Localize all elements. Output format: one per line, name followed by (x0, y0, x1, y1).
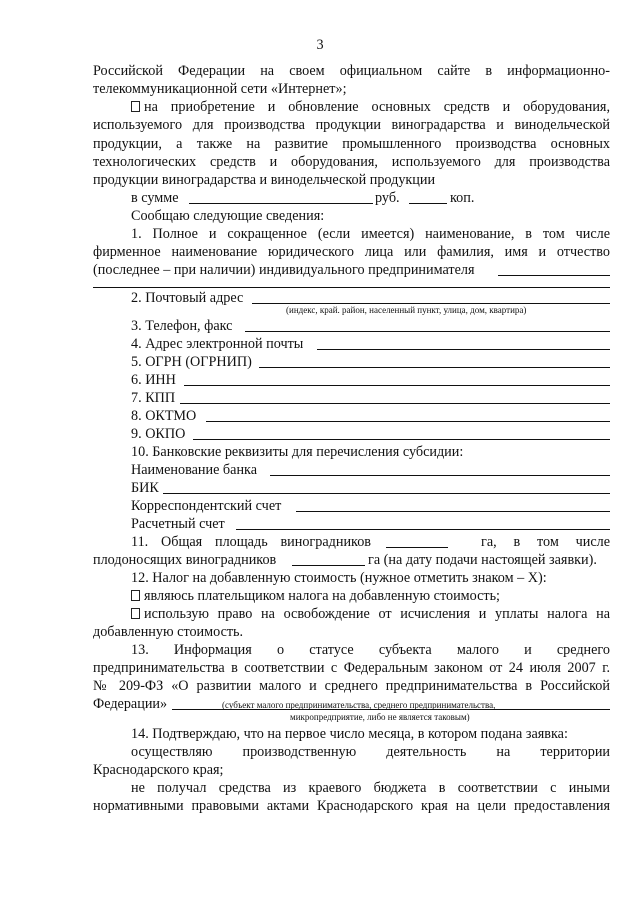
corr-account-label: Корреспондентский счет (131, 498, 282, 514)
paragraph-line: используемого для производства продукции виноградарства и винодельческой (93, 117, 610, 133)
kop-label: коп. (450, 190, 475, 206)
vineyard-area-unit: га, в том числе (481, 534, 610, 550)
oktmo-label: 8. ОКТМО (131, 408, 197, 424)
checkbox-icon[interactable] (131, 101, 140, 112)
vat-title: 12. Налог на добавленную стоимость (нужное отметить знаком – Х): (131, 570, 547, 586)
vat-option-exempt-cont: добавленную стоимость. (93, 624, 244, 640)
email-field[interactable] (317, 349, 610, 350)
vat-option-exempt (131, 605, 610, 623)
phone-fax-field[interactable] (245, 331, 610, 332)
paragraph-line: продукции виноградарства и винодельческой продукции (93, 172, 436, 188)
fruiting-area-label: плодоносящих виноградников (93, 552, 277, 568)
corr-account-field[interactable] (296, 511, 610, 512)
paragraph-text: на приобретение и обновление основных средств и оборудования, (144, 99, 610, 115)
vineyard-area-label: 11. Общая площадь виноградников (131, 534, 371, 550)
item13-line: 13. Информация о статусе субъекта малого и среднего (131, 642, 610, 658)
bank-name-label: Наименование банка (131, 462, 258, 478)
fruiting-area-unit: га (на дату подачи настоящей заявки). (368, 552, 597, 568)
bank-name-field[interactable] (270, 475, 610, 476)
vat-option-text: использую право на освобождение от исчисления и уплаты налога на (144, 606, 610, 622)
checkbox-option-equipment (131, 98, 610, 116)
bik-label: БИК (131, 480, 159, 496)
paragraph-line: телекоммуникационной сети «Интернет»; (93, 81, 347, 97)
okpo-label: 9. ОКПО (131, 426, 186, 442)
kpp-field[interactable] (180, 403, 610, 404)
vineyard-area-field[interactable] (386, 547, 448, 548)
phone-fax-label: 3. Телефон, факс (131, 318, 233, 334)
oktmo-field[interactable] (206, 421, 610, 422)
checkbox-icon[interactable] (131, 590, 140, 601)
sum-label: в сумме (131, 190, 179, 206)
ogrn-label: 5. ОГРН (ОГРНИП) (131, 354, 252, 370)
entity-name-field[interactable] (498, 275, 610, 276)
fruiting-area-field[interactable] (292, 565, 365, 566)
kpp-label: 7. КПП (131, 390, 176, 406)
item1-line: 1. Полное и сокращенное (если имеется) наименование, в том числе (131, 226, 610, 242)
item14-line: Краснодарского края; (93, 762, 224, 778)
vat-option-payer (131, 587, 500, 605)
checkbox-icon[interactable] (131, 608, 140, 619)
settlement-account-label: Расчетный счет (131, 516, 225, 532)
item1-line: фирменное наименование юридического лица или фамилия, имя и отчество (93, 244, 610, 260)
email-label: 4. Адрес электронной почты (131, 336, 304, 352)
rub-label: руб. (375, 190, 400, 206)
item1-line: (последнее – при наличии) индивидуального предпринимателя (93, 262, 475, 278)
item13-line: предпринимательства в соответствии с Федеральным законом от 24 июля 2007 г. (93, 660, 610, 676)
sum-rub-field[interactable] (189, 203, 373, 204)
entity-name-field-2[interactable] (93, 287, 610, 288)
bank-details-title: 10. Банковские реквизиты для перечисления субсидии: (131, 444, 464, 460)
page-number: 3 (316, 37, 324, 53)
paragraph-line: продукции, а также на развитие промышленного производства основных (93, 136, 610, 152)
ogrn-field[interactable] (259, 367, 610, 368)
paragraph-line: технологических средств и оборудования, используемого для производства (93, 154, 610, 170)
item13-line: № 209-ФЗ «О развитии малого и среднего предпринимательства в Российской (93, 678, 610, 694)
vat-option-text: являюсь плательщиком налога на добавленную стоимость; (144, 588, 501, 604)
item14-line: осуществляю производственную деятельность на территории (131, 744, 610, 760)
item14-title: 14. Подтверждаю, что на первое число месяца, в котором подана заявка: (131, 726, 568, 742)
okpo-field[interactable] (193, 439, 610, 440)
postal-address-label: 2. Почтовый адрес (131, 290, 244, 306)
item14-line: нормативными правовыми актами Краснодарского края на цели предоставления (93, 798, 610, 814)
item13-line: Федерации» (93, 696, 168, 712)
paragraph-line: Российской Федерации на своем официальном сайте в информационно- (93, 63, 610, 79)
postal-address-hint: (индекс, край. район, населенный пункт, улица, дом, квартира) (286, 305, 527, 315)
sme-status-hint: (субъект малого предпринимательства, среднего предпринимательства, (222, 700, 496, 710)
postal-address-field[interactable] (252, 303, 610, 304)
item14-line: не получал средства из краевого бюджета в соответствии с иными (131, 780, 610, 796)
sme-status-hint: микропредприятие, либо не является таковым) (290, 712, 470, 722)
sum-kop-field[interactable] (409, 203, 447, 204)
settlement-account-field[interactable] (236, 529, 610, 530)
inn-field[interactable] (184, 385, 610, 386)
info-intro: Сообщаю следующие сведения: (131, 208, 325, 224)
bik-field[interactable] (163, 493, 610, 494)
inn-label: 6. ИНН (131, 372, 176, 388)
